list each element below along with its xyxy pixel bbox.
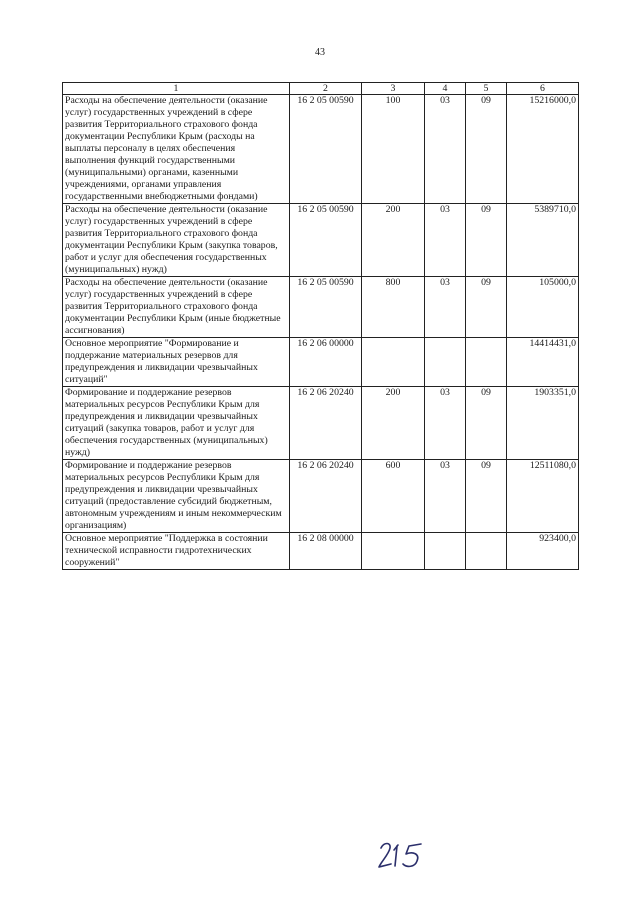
column-header: 3 — [362, 83, 425, 95]
page-number: 43 — [315, 47, 325, 58]
row-target-code: 16 2 05 00590 — [290, 95, 362, 204]
table-row — [63, 204, 579, 277]
row-target-code: 16 2 06 20240 — [290, 460, 362, 533]
row-section: 03 — [425, 204, 466, 277]
row-amount: 1903351,0 — [507, 387, 579, 460]
row-section: 03 — [425, 95, 466, 204]
row-description: Формирование и поддержание резервов материальных ресурсов Республики Крым для предупреждения и ликвидации чрезвычайных ситуаций (предоставление субсидий бюджетным, автономным учреждениям и иным некоммерческим организациям) — [63, 460, 290, 533]
row-description: Расходы на обеспечение деятельности (оказание услуг) государственных учреждений в сфере развития Территориального страхового фонда документации Республики Крым (расходы на выплаты персоналу в целях обеспечения выполнения функций государственными (муниципальными) органами, казенными учреждениями, органами управления государственными внебюджетными фондами) — [63, 95, 290, 204]
row-expense-type: 800 — [362, 277, 425, 338]
row-section — [425, 338, 466, 387]
column-header: 2 — [290, 83, 362, 95]
row-amount: 923400,0 — [507, 533, 579, 570]
column-header: 6 — [507, 83, 579, 95]
row-amount: 105000,0 — [507, 277, 579, 338]
row-subsection: 09 — [466, 277, 507, 338]
handwritten-page-mark — [375, 836, 435, 872]
row-section: 03 — [425, 277, 466, 338]
row-expense-type: 100 — [362, 95, 425, 204]
column-header: 4 — [425, 83, 466, 95]
column-header: 1 — [63, 83, 290, 95]
row-description: Основное мероприятие "Формирование и поддержание материальных резервов для предупреждения и ликвидации чрезвычайных ситуаций" — [63, 338, 290, 387]
table-row — [63, 533, 579, 570]
row-section: 03 — [425, 387, 466, 460]
budget-table — [62, 82, 579, 570]
table-row — [63, 338, 579, 387]
row-subsection: 09 — [466, 95, 507, 204]
row-target-code: 16 2 05 00590 — [290, 204, 362, 277]
row-expense-type: 200 — [362, 204, 425, 277]
row-amount: 15216000,0 — [507, 95, 579, 204]
table-row — [63, 95, 579, 204]
row-amount: 14414431,0 — [507, 338, 579, 387]
row-description: Расходы на обеспечение деятельности (оказание услуг) государственных учреждений в сфере развития Территориального страхового фонда документации Республики Крым (иные бюджетные ассигнования) — [63, 277, 290, 338]
row-expense-type — [362, 338, 425, 387]
row-expense-type: 200 — [362, 387, 425, 460]
row-subsection: 09 — [466, 460, 507, 533]
row-subsection: 09 — [466, 387, 507, 460]
table-header-row — [63, 83, 579, 95]
row-target-code: 16 2 06 20240 — [290, 387, 362, 460]
table-row — [63, 387, 579, 460]
row-target-code: 16 2 08 00000 — [290, 533, 362, 570]
table-row — [63, 277, 579, 338]
row-target-code: 16 2 06 00000 — [290, 338, 362, 387]
row-expense-type — [362, 533, 425, 570]
row-section — [425, 533, 466, 570]
table-row — [63, 460, 579, 533]
row-section: 03 — [425, 460, 466, 533]
row-subsection: 09 — [466, 204, 507, 277]
row-target-code: 16 2 05 00590 — [290, 277, 362, 338]
row-subsection — [466, 533, 507, 570]
column-header: 5 — [466, 83, 507, 95]
row-subsection — [466, 338, 507, 387]
row-expense-type: 600 — [362, 460, 425, 533]
row-description: Расходы на обеспечение деятельности (оказание услуг) государственных учреждений в сфере развития Территориального страхового фонда документации Республики Крым (закупка товаров, работ и услуг для обеспечения государственных (муниципальных) нужд) — [63, 204, 290, 277]
row-amount: 12511080,0 — [507, 460, 579, 533]
row-amount: 5389710,0 — [507, 204, 579, 277]
row-description: Формирование и поддержание резервов материальных ресурсов Республики Крым для предупреждения и ликвидации чрезвычайных ситуаций (закупка товаров, работ и услуг для обеспечения государственных (муниципальных) нужд) — [63, 387, 290, 460]
row-description: Основное мероприятие "Поддержка в состоянии технической исправности гидротехнических сооружений" — [63, 533, 290, 570]
